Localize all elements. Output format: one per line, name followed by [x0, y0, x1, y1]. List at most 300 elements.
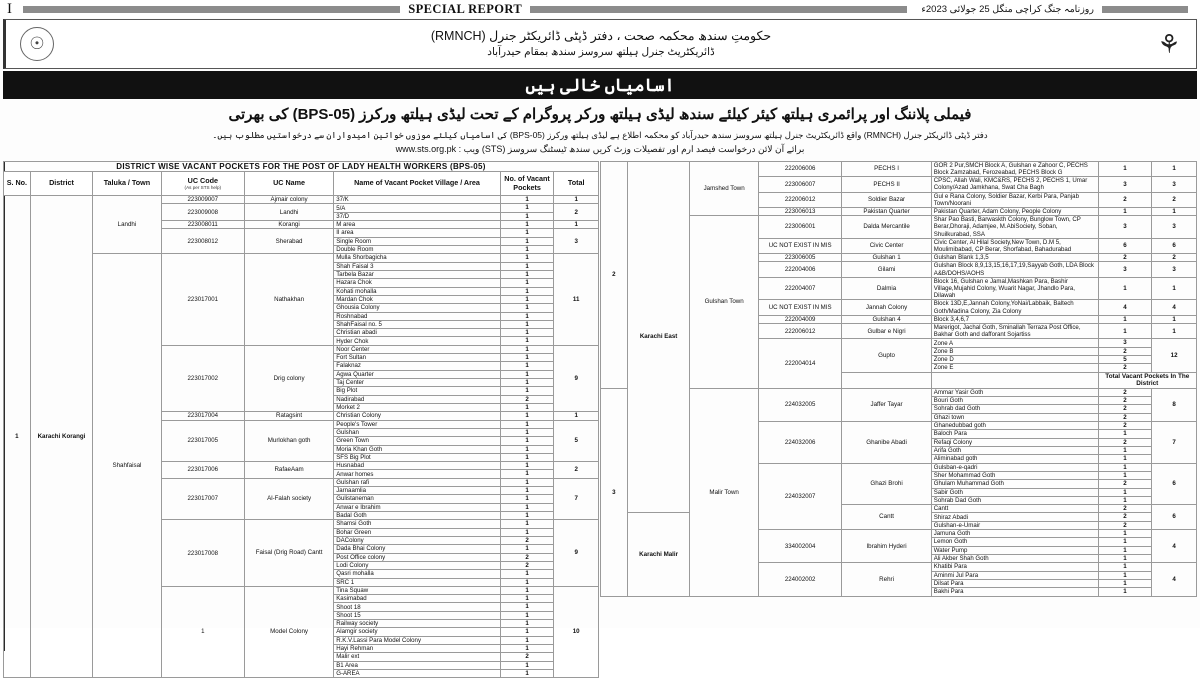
table-row	[4, 196, 599, 204]
cell-vacant: 2	[1098, 347, 1152, 355]
cell-uc-name: Jaffer Tayar	[842, 388, 931, 421]
cell-village: Bakhi Para	[931, 588, 1098, 596]
cell-vacant: 1	[1098, 207, 1152, 215]
cell-vacant: 6	[1098, 238, 1152, 253]
cell-village: Shoot 15	[334, 611, 501, 619]
cell-uc-name: PECHS I	[842, 161, 931, 176]
cell-uc-code: 224032005	[758, 388, 841, 421]
cell-taluka: Malir Town	[690, 388, 759, 596]
cell-vacant: 1	[500, 270, 554, 278]
cell-vacant: 2	[500, 536, 554, 544]
cell-vacant: 1	[500, 470, 554, 478]
cell-uc-name: Gilami	[842, 262, 931, 277]
cell-village: Double Room	[334, 246, 501, 254]
top-strip	[0, 0, 1200, 18]
cell-vacant: 2	[1098, 513, 1152, 521]
cell-total: 1	[1152, 315, 1197, 323]
vacancy-tables	[3, 161, 1197, 651]
cell-total: 5	[554, 420, 599, 462]
cell-uc-code: 222004007	[758, 277, 841, 300]
table-row	[4, 254, 599, 262]
cell-village: Block 16, Gulshan e Jamal,Mashkan Para, Bashir Village,Mujahid Colony, Wuarit Nagar, Jhandlo Para, Dilawah	[931, 277, 1098, 300]
cell-village: Water Pump	[931, 546, 1098, 554]
cell-uc-name: Cantt	[842, 505, 931, 530]
cell-vacant: 1	[500, 478, 554, 486]
cell-total: 3	[1152, 177, 1197, 192]
job-paragraph: دفتر ڈپٹی ڈائریکٹر جنرل (RMNCH) واقع ڈائریکٹریٹ جنرل ہیلتھ سروسز سندھ حیدرآباد کو محکمہ اطلاع ہے لیڈی ہیلتھ ورکرز (BPS-05) کی اسامیاں کیلئے موزوں خواتین امیدواران سے درخواستیں مطلوب ہیں۔	[3, 128, 1197, 143]
cell-village: Husnabad	[334, 462, 501, 470]
cell-uc-name: Ibrahim Hyderi	[842, 530, 931, 563]
cell-total: 3	[554, 229, 599, 254]
cell-vacant: 2	[1098, 438, 1152, 446]
table-body-left	[4, 196, 599, 678]
cell-vacant: 1	[500, 221, 554, 229]
cell-village: Ali Akber Shah Goth	[931, 555, 1098, 563]
cell-vacant: 1	[500, 345, 554, 353]
cell-vacant: 1	[1098, 571, 1152, 579]
cell-village: SRC 1	[334, 578, 501, 586]
cell-village: Agwa Quarter	[334, 370, 501, 378]
cell-vacant: 3	[1098, 262, 1152, 277]
cell-village: Moria Khan Goth	[334, 445, 501, 453]
cell-uc-code: 222006006	[758, 161, 841, 176]
cell-village: Block 3,4,6,7	[931, 315, 1098, 323]
cell-uc-name: Murlokhan goth	[244, 420, 333, 462]
cell-uc-name: Gupto	[842, 339, 931, 372]
cell-vacant: 1	[500, 636, 554, 644]
cell-village: Refaqi Colony	[931, 438, 1098, 446]
cell-village: Ghulam Muhammad Goth	[931, 480, 1098, 488]
cell-village: Bouri Goth	[931, 397, 1098, 405]
cell-village: Cantt	[931, 505, 1098, 513]
cell-vacant: 1	[500, 379, 554, 387]
cell-village: G-AREA	[334, 669, 501, 677]
cell-vacant: 1	[500, 212, 554, 220]
cell-total: 7	[1152, 422, 1197, 464]
cell-village: Mardan Chok	[334, 295, 501, 303]
cell-vacant: 1	[1098, 161, 1152, 176]
cell-village: Aliminabad goth	[931, 455, 1098, 463]
cell-uc-name: Korangi	[244, 221, 333, 229]
cell-vacant: 2	[500, 395, 554, 403]
cell-total: 7	[554, 478, 599, 520]
cell-total: 10	[554, 586, 599, 677]
cell-vacant: 1	[500, 503, 554, 511]
cell-total: 2	[554, 204, 599, 221]
cell-village: Hazara Chok	[334, 279, 501, 287]
cell-vacant: 1	[500, 669, 554, 677]
right-table-column	[600, 161, 1197, 651]
cell-total: 11	[554, 254, 599, 345]
cell-sno	[842, 372, 931, 388]
cell-village: II area	[334, 229, 501, 237]
cell-village: DAColony	[334, 536, 501, 544]
cell-total: 6	[1152, 505, 1197, 530]
col-sno: S. No.	[4, 172, 31, 196]
cell-uc-name: Faisal (Drig Road) Cantt	[244, 520, 333, 587]
cell-village: Falaknaz	[334, 362, 501, 370]
cell-village: Fort Sultan	[334, 354, 501, 362]
cell-uc-code: 223006001	[758, 216, 841, 239]
cell-sno: 3	[601, 388, 628, 596]
cell-village: Gul e Rana Colony, Soldier Bazar, Kerbi Para, Panjab Town/Noorani	[931, 192, 1098, 207]
cell-vacant: 1	[500, 453, 554, 461]
cell-village: Mulla Shorbagicha	[334, 254, 501, 262]
cell-uc-code: 223017008	[161, 520, 244, 587]
cell-vacant: 1	[500, 611, 554, 619]
cell-vacant: 1	[1098, 446, 1152, 454]
cell-village: Baloch Para	[931, 430, 1098, 438]
cell-village: Gulshan Block 8,9,13,15,16,17,19,Sayyab Goth, LDA Block A&B/DOHS/AOHS	[931, 262, 1098, 277]
cell-uc-name: Soldier Bazar	[842, 192, 931, 207]
cell-village: Jarnaamlia	[334, 487, 501, 495]
cell-vacant: 1	[500, 661, 554, 669]
cell-uc-code: UC NOT EXIST IN MIS	[758, 300, 841, 315]
cell-uc-name: Sherabad	[244, 229, 333, 254]
cell-village: SFS Big Plot	[334, 453, 501, 461]
col-uc-name: UC Name	[244, 172, 333, 196]
cell-vacant: 1	[500, 354, 554, 362]
cell-village: Gulsban-e-qadri	[931, 463, 1098, 471]
cell-vacant: 1	[500, 229, 554, 237]
cell-vacant: 1	[500, 246, 554, 254]
cell-vacant: 2	[1098, 405, 1152, 413]
cell-village: Zone A	[931, 339, 1098, 347]
cell-vacant: 2	[1098, 397, 1152, 405]
cell-district	[931, 372, 1098, 388]
col-uc-code-label: UC Code	[188, 176, 218, 185]
cell-village: Block 13D,E,Jannah Colony,YoNai/Labbaik, Baltech Goth/Madina Colony, Zia Colony	[931, 300, 1098, 315]
cell-vacant: 1	[500, 428, 554, 436]
cell-vacant: 1	[1098, 471, 1152, 479]
cell-vacant: 1	[500, 620, 554, 628]
cell-village: Gulshan	[334, 428, 501, 436]
cell-uc-name: Ghanibe Abadi	[842, 422, 931, 464]
cell-vacant: 1	[500, 412, 554, 420]
cell-village: Single Room	[334, 237, 501, 245]
cell-vacant: 1	[500, 287, 554, 295]
table-banner-row	[4, 161, 599, 171]
col-uc-code-sublabel: (As per STS help)	[163, 185, 243, 190]
cell-vacant: 1	[500, 520, 554, 528]
cell-village: Civic Center, Al Hilal Society,New Town, D.M 5, Moulimibabad, CP Berar, Shorfabad, Bahadurabad	[931, 238, 1098, 253]
cell-uc-name: PECHS II	[842, 177, 931, 192]
cell-village: Hyder Chok	[334, 337, 501, 345]
cell-village: Ghanedubbad goth	[931, 422, 1098, 430]
cell-uc-name: Ratagsint	[244, 412, 333, 420]
cell-village: Taj Center	[334, 379, 501, 387]
cell-village: Hayi Rehman	[334, 645, 501, 653]
cell-village: Gulshan Blank 1,3,5	[931, 254, 1098, 262]
rule-right	[530, 6, 907, 13]
cell-uc-name: Model Colony	[244, 586, 333, 677]
cell-uc-code: 334002004	[758, 530, 841, 563]
cell-uc-name: Gulshan 1	[842, 254, 931, 262]
cell-village: Dilsat Para	[931, 579, 1098, 587]
job-headline: فیملی پلاننگ اور پرائمری ہیلتھ کیئر کیلئے سندھ لیڈی ہیلتھ ورکر پروگرام کے تحت لیڈی ہیلتھ ورکرز (BPS-05) کی بھرتی	[3, 99, 1197, 128]
cell-vacant: 1	[1098, 430, 1152, 438]
application-web-line: برائے آن لائن درخواست فیصد ارم اور تفصیلات وزٹ کریں سندھ ٹیسٹنگ سروسز (STS) ویب : www.sts.org.pk	[3, 142, 1197, 161]
cell-uc-name: Nathakhan	[244, 254, 333, 345]
masthead	[3, 19, 1197, 69]
cell-taluka: Landhi	[93, 196, 161, 254]
cell-vacant: 2	[500, 653, 554, 661]
cell-vacant: 1	[500, 312, 554, 320]
cell-uc-name: Pakistan Quarter	[842, 207, 931, 215]
cell-village: Pakistan Quarter, Adam Colony, People Colony	[931, 207, 1098, 215]
cell-village: Zone B	[931, 347, 1098, 355]
cell-village: ShahFaisal no. 5	[334, 320, 501, 328]
cell-village: Tarbela Bazar	[334, 270, 501, 278]
cell-village: Shah Faisal 3	[334, 262, 501, 270]
cell-taluka: Jamshed Town	[690, 161, 759, 215]
cell-village: Gulistaneman	[334, 495, 501, 503]
masthead-line-2: ڈائریکٹریٹ جنرل ہیلتھ سروسز سندھ بمقام حیدرآباد	[431, 45, 771, 60]
cell-uc-name: Gulbar e Nigri	[842, 324, 931, 339]
cell-village: Badal Goth	[334, 512, 501, 520]
cell-village: Alamgir society	[334, 628, 501, 636]
cell-village: Kasimabad	[334, 595, 501, 603]
cell-total: 1	[1152, 207, 1197, 215]
cell-uc-code: 223006013	[758, 207, 841, 215]
cell-vacant: 1	[500, 370, 554, 378]
cell-vacant: 2	[500, 553, 554, 561]
cell-vacant: 1	[500, 254, 554, 262]
cell-vacant: 5	[1098, 356, 1152, 364]
cell-uc-name: Landhi	[244, 204, 333, 221]
cell-uc-code: UC NOT EXIST IN MIS	[758, 238, 841, 253]
cell-vacant: 1	[500, 387, 554, 395]
cell-village: 37/K	[334, 196, 501, 204]
cell-total: 4	[1152, 300, 1197, 315]
cell-vacant: 1	[500, 196, 554, 204]
cell-taluka: Gulshan Town	[690, 216, 759, 389]
cell-vacant: 3	[1098, 339, 1152, 347]
cell-village: Sabir Goth	[931, 488, 1098, 496]
cell-vacant: 1	[500, 462, 554, 470]
cell-vacant: 2	[1098, 388, 1152, 396]
cell-vacant: 1	[500, 279, 554, 287]
cell-total: 3	[1152, 216, 1197, 239]
cell-vacant: 1	[1098, 324, 1152, 339]
cell-village: Shiraz Abadi	[931, 513, 1098, 521]
cell-total: 4	[1152, 563, 1197, 596]
cell-vacant: 1	[500, 595, 554, 603]
vacancy-table-left	[3, 161, 599, 678]
cell-total: 1	[1152, 161, 1197, 176]
cell-total: 3	[1152, 262, 1197, 277]
vacancy-banner	[3, 71, 1197, 99]
rule-far-right	[1102, 6, 1188, 13]
cell-total: 6	[1152, 463, 1197, 505]
cell-total: 4	[1152, 530, 1197, 563]
cell-village: Sher Mohammad Goth	[931, 471, 1098, 479]
cell-vacant: 1	[500, 262, 554, 270]
cell-vacant: 3	[1098, 177, 1152, 192]
cell-village: Zone E	[931, 364, 1098, 372]
table-row	[601, 388, 1197, 396]
cell-uc-code: 222004006	[758, 262, 841, 277]
cell-total: 1	[554, 196, 599, 204]
cell-village: M area	[334, 221, 501, 229]
cell-total: 1	[554, 221, 599, 229]
cell-total: 9	[554, 520, 599, 587]
cell-village: Shoot 18	[334, 603, 501, 611]
cell-village: Nadirabad	[334, 395, 501, 403]
cell-uc-name: Al-Falah society	[244, 478, 333, 520]
paper-date: روزنامہ جنگ کراچی منگل 25 جولائی 2023ء	[915, 4, 1094, 15]
cell-village: 37/D	[334, 212, 501, 220]
cell-sno: 2	[601, 161, 628, 388]
cell-uc-code: 223017004	[161, 412, 244, 420]
govt-seal-icon: ☉	[20, 27, 54, 61]
cell-village: Khatibi Para	[931, 563, 1098, 571]
cell-village: Arifa Goth	[931, 446, 1098, 454]
table-header-left	[4, 172, 599, 196]
cell-uc-code: 1	[161, 586, 244, 677]
cell-village: GOR 2 Pur,SMCH Block A, Gulshan e Zahoor C, PECHS Block Zamzabad, Ferozeabad, PECHS Block G	[931, 161, 1098, 176]
cell-vacant: 1	[1098, 555, 1152, 563]
cell-uc-code: 223008012	[161, 229, 244, 254]
cell-vacant: 1	[500, 603, 554, 611]
cell-village: Ghousia Colony	[334, 304, 501, 312]
cell-uc-code: 223017007	[161, 478, 244, 520]
cell-district: Karachi Malir	[627, 513, 690, 596]
cell-vacant: 1	[1098, 530, 1152, 538]
cell-total: 8	[1152, 388, 1197, 421]
col-village: Name of Vacant Pocket Village / Area	[334, 172, 501, 196]
cell-village: Lemon Goth	[931, 538, 1098, 546]
cell-vacant: 1	[500, 420, 554, 428]
cell-uc-code: 224002002	[758, 563, 841, 596]
cell-uc-code: 223006005	[758, 254, 841, 262]
cell-uc-name: RafaeAam	[244, 462, 333, 479]
cell-sno: 1	[4, 196, 31, 678]
cell-total: 2	[554, 462, 599, 479]
cell-uc-code: 223009007	[161, 196, 244, 204]
cell-total: 1	[1152, 324, 1197, 339]
cell-village: Christian Colony	[334, 412, 501, 420]
cell-village: Gulshan-e-Umair	[931, 521, 1098, 529]
cell-village: Ghazi town	[931, 413, 1098, 421]
cell-village: Dada Bhai Colony	[334, 545, 501, 553]
cell-village: Bohar Green	[334, 528, 501, 536]
cell-vacant: 1	[500, 329, 554, 337]
cell-uc-code: 223009008	[161, 204, 244, 221]
rule-left	[23, 6, 400, 13]
cell-village: Big Plot	[334, 387, 501, 395]
cell-village: Anwar e Ibrahim	[334, 503, 501, 511]
cell-vacant: 1	[1098, 538, 1152, 546]
cell-village: Green Town	[334, 437, 501, 445]
cell-village: Sohrab dad Goth	[931, 405, 1098, 413]
cell-vacant: 1	[500, 495, 554, 503]
cell-village: People's Tower	[334, 420, 501, 428]
cell-vacant: 2	[1098, 505, 1152, 513]
cell-vacant: 2	[1098, 422, 1152, 430]
cell-village: Ammar Yasir Goth	[931, 388, 1098, 396]
cell-village: Shar Pao Basti, Barwaskth Colony, Bunglow Town, CP Berar,Dhoraji, Adamjee, M.AbiSociety, Soban, Shuilkurabad, SSA	[931, 216, 1098, 239]
vacancy-table-right	[600, 161, 1197, 597]
cell-village: Sohrab Dad Goth	[931, 496, 1098, 504]
cell-village: Aminmi Jul Para	[931, 571, 1098, 579]
cell-uc-name: Dalda Mercantile	[842, 216, 931, 239]
cell-vacant: 2	[1098, 413, 1152, 421]
table-body-right	[601, 161, 1197, 596]
cell-vacant: 1	[500, 337, 554, 345]
cell-vacant: 1	[1098, 463, 1152, 471]
cell-district: Karachi East	[627, 161, 690, 513]
cell-vacant: 1	[1098, 588, 1152, 596]
corner-mark: I	[4, 1, 15, 18]
cell-vacant: 2	[1098, 480, 1152, 488]
cell-taluka: Shahfaisal	[93, 254, 161, 678]
cell-uc-code: 222006012	[758, 324, 841, 339]
cell-village: Malir ext	[334, 653, 501, 661]
cell-total: 1	[554, 412, 599, 420]
cell-uc-code: 223008011	[161, 221, 244, 229]
left-table-column	[3, 161, 600, 651]
cell-uc-code: 223017001	[161, 254, 244, 345]
cell-vacant: 1	[1098, 488, 1152, 496]
cell-village: Gulshan rafi	[334, 478, 501, 486]
cell-vacant: 1	[500, 403, 554, 411]
cell-vacant: 1	[500, 570, 554, 578]
cell-vacant: 2	[500, 561, 554, 569]
col-district: District	[30, 172, 92, 196]
cell-uc-code: 222006012	[758, 192, 841, 207]
cell-uc-code: 223017006	[161, 462, 244, 479]
cell-village: R.K.V.Lassi Para Model Colony	[334, 636, 501, 644]
cell-vacant: 1	[500, 362, 554, 370]
cell-vacant: 1	[1098, 563, 1152, 571]
cell-vacant: 1	[500, 487, 554, 495]
cell-uc-code: 222004014	[758, 339, 841, 388]
cell-vacant: 1	[500, 445, 554, 453]
cell-village: Jamuna Goth	[931, 530, 1098, 538]
col-total: Total	[554, 172, 599, 196]
cell-vacant: 1	[500, 304, 554, 312]
cell-uc-code: 224032007	[758, 463, 841, 530]
cell-total: 12	[1152, 339, 1197, 372]
cell-village: Qasri mohalla	[334, 570, 501, 578]
cell-vacant: 2	[1098, 254, 1152, 262]
cell-total: 2	[1152, 254, 1197, 262]
cell-vacant: 1	[500, 295, 554, 303]
cell-vacant: 1	[1098, 546, 1152, 554]
cell-vacant: 1	[500, 528, 554, 536]
vacancy-banner-text: اسامیاں خالی ہیں	[526, 75, 675, 96]
cell-village: Morket 2	[334, 403, 501, 411]
cell-vacant: 1	[500, 512, 554, 520]
cell-village: B1 Area	[334, 661, 501, 669]
cell-vacant: 1	[1098, 496, 1152, 504]
header-row	[4, 172, 599, 196]
col-taluka: Taluka / Town	[93, 172, 161, 196]
cell-vacant: 1	[1098, 455, 1152, 463]
cell-vacant: 1	[1098, 315, 1152, 323]
cell-village: Zone D	[931, 356, 1098, 364]
cell-total-label: Total Vacant Pockets In The District	[1098, 372, 1196, 388]
cell-uc-code: 224032006	[758, 422, 841, 464]
cell-vacant: 3	[1098, 216, 1152, 239]
cell-vacant: 1	[500, 204, 554, 212]
cell-vacant: 2	[1098, 521, 1152, 529]
ministry-emblem-icon: ⚘	[1152, 27, 1186, 61]
cell-village: Marerigot, Jachal Goth, Sminallah Terraza Post Office, Bakhar Goth and dafforant Sojartiss	[931, 324, 1098, 339]
table-row	[601, 161, 1197, 176]
table-row	[601, 216, 1197, 239]
